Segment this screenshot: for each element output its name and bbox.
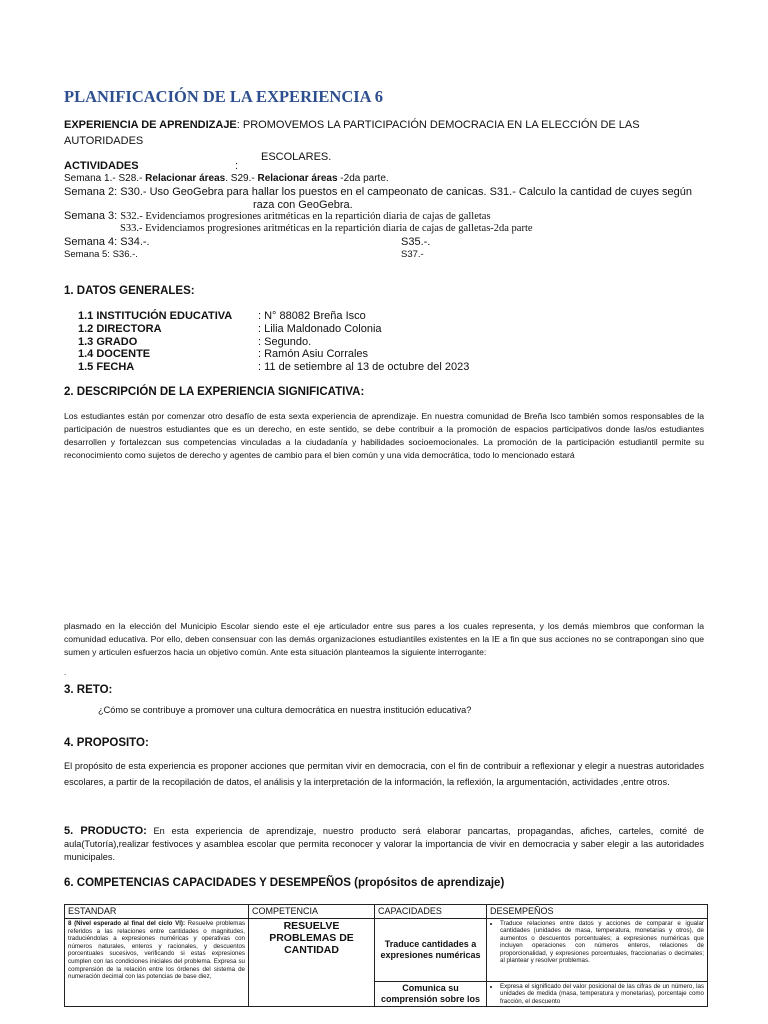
semana-5-s36: Semana 5: S36.-. <box>64 249 138 260</box>
competencias-heading: 6. COMPETENCIAS CAPACIDADES Y DESEMPEÑOS (propósitos de aprendizaje) <box>64 877 505 889</box>
semana-1-post: -2da parte. <box>337 173 389 184</box>
semana-1-bold-2: Relacionar áreas <box>257 173 338 184</box>
semana-4 <box>64 236 150 248</box>
descripcion-heading: 2. DESCRIPCIÓN DE LA EXPERIENCIA SIGNIFICATIVA: <box>64 386 365 398</box>
header-capacidades: CAPACIDADES <box>375 905 487 919</box>
header-estandar: ESTANDAR <box>65 905 249 919</box>
estandar-level: 8 (Nivel esperado al final del ciclo VI): <box>68 920 186 927</box>
producto-text: En esta experiencia de aprendizaje, nuestro producto será elaborar pancartas, propagandas, afiches, carteles, comité de aula(Tutoría),realizar festivoces y asamblea escolar que permita reconocer y valorar la importancia de vivir en democracia y saber elegir a las autoridades municipales. <box>64 826 705 862</box>
actividades-heading <box>64 160 239 172</box>
descripcion-paragraph-1: Los estudiantes están por comenzar otro desafío de esta sexta experiencia de aprendizaje. En nuestra comunidad de Breña Isco también somos responsables de la participación de nuestros estudiantes que es un derecho, en este sentido, se debe contribuir a la promoción de espacios participativos donde las/os estudiantes desarrollen y fortalezcan sus competencias vinculadas a la ciudadanía y habilidades socioemocionales. La promoción de la participación estudiantil permite su reconocimiento como sujetos de derecho y agentes de cambio para el bien común y una vida democrática, todo lo mencionado estará <box>64 411 704 460</box>
reto-question: ¿Cómo se contribuye a promover una cultura democrática en nuestra institución educativa? <box>98 705 472 715</box>
semana-3 <box>64 210 491 222</box>
estandar-cell <box>65 919 249 1007</box>
dato-label: 1.3 GRADO <box>78 336 138 348</box>
dato-docente <box>78 348 368 360</box>
competencias-table <box>64 904 708 1007</box>
semana-4-s35: S35.-. <box>401 236 431 248</box>
producto-heading: 5. PRODUCTO: <box>64 825 147 837</box>
experiencia-aprendizaje <box>64 117 714 165</box>
semana-2: Semana 2: S30.- Uso GeoGebra para hallar los puestos en el campeonato de canicas. S31.- Calculo la cantidad de cuyes según <box>64 186 692 198</box>
semana-2-cont: raza con GeoGebra. <box>253 199 353 211</box>
desempeno-item: • Traduce relaciones entre datos y acciones de comparar e igualar cantidades (unidades de masa, temperatura, monetarias y otros), de aumentos o descuentos porcentuales; a expresiones numéricas que incluyen operaciones con números enteros, relaciones de proporcionalidad, y expresiones porcentuales, fraccionarias o decimales; al plantear y resolver problemas. <box>500 920 704 964</box>
table-row <box>65 919 708 982</box>
semana-3-label: Semana 3: <box>64 210 121 222</box>
datos-generales-heading: 1. DATOS GENERALES: <box>64 285 195 297</box>
semana-1-bold-1: Relacionar áreas <box>145 173 226 184</box>
desempeno-1 <box>487 919 708 982</box>
capacidad-traduce: Traduce cantidades a expresiones numéricas <box>375 919 487 982</box>
semana-4-s34: Semana 4: S34.-. <box>64 236 150 248</box>
experiencia-text-cont: ESCOLARES. <box>261 151 332 163</box>
actividades-label: ACTIVIDADES <box>64 160 139 172</box>
stray-dot: . <box>64 668 67 677</box>
dato-value: : Ramón Asiu Corrales <box>258 348 369 360</box>
dato-value: : N° 88082 Breña Isco <box>258 310 366 322</box>
dato-label: 1.1 INSTITUCIÓN EDUCATIVA <box>78 310 233 322</box>
semana-3-s33: S33.- Evidenciamos progresiones aritméticas en la repartición diaria de cajas de galletas-2da parte <box>120 223 533 234</box>
experiencia-label: EXPERIENCIA DE APRENDIZAJE <box>64 119 237 131</box>
dato-directora <box>78 323 382 335</box>
page-title: PLANIFICACIÓN DE LA EXPERIENCIA 6 <box>64 87 384 106</box>
proposito-text: El propósito de esta experiencia es proponer acciones que permitan vivir en democracia, con el fin de contribuir a reflexionar y elegir a nuestras autoridades escolares, a partir de la recopilación de datos, el análisis y la interpretación de la información, la reflexión, la argumentación, actividades ,entre otros. <box>64 761 704 787</box>
desempeno-item: • Expresa el significado del valor posicional de las cifras de un número, las unidades de medida (masa, temperatura y monetarias), porcentaje como fracción, el descuento <box>500 983 704 1005</box>
experiencia-text: : PROMOVEMOS LA PARTICIPACIÓN DEMOCRACIA EN LA ELECCIÓN DE LAS AUTORIDADES <box>64 119 640 147</box>
desempeno-2 <box>487 982 708 1007</box>
semana-1-mid: . S29.- <box>225 173 258 184</box>
semana-5-s37: S37.- <box>401 249 424 260</box>
producto-block <box>64 825 704 864</box>
dato-value: : Lilia Maldonado Colonia <box>258 323 382 335</box>
descripcion-paragraph-2: plasmado en la elección del Municipio Escolar siendo este el eje articulador entre sus pares a los cuales representa, y los demás miembros que conforman la comunidad educativa. Por ello, deben consensuar con las demás organizaciones estudiantiles existentes en la IE a fin que sus acciones no se contrapongan sino que sumen y articulen esfuerzos hacia un objetivo común. Ante esta situación planteamos la siguiente interrogante: <box>64 621 704 657</box>
dato-fecha <box>78 361 469 373</box>
capacidad-comunica: Comunica su comprensión sobre los <box>375 982 487 1007</box>
semana-1 <box>64 173 389 184</box>
competencia-cell: RESUELVE PROBLEMAS DE CANTIDAD <box>249 919 375 1007</box>
semana-3-s32: S32.- Evidenciamos progresiones aritméticas en la repartición diaria de cajas de galletas <box>120 211 491 222</box>
table-header-row <box>65 905 708 919</box>
header-desempenos: DESEMPEÑOS <box>487 905 708 919</box>
dato-label: 1.4 DOCENTE <box>78 348 151 360</box>
dato-value: : Segundo. <box>258 336 312 348</box>
reto-heading: 3. RETO: <box>64 684 113 696</box>
proposito-heading: 4. PROPOSITO: <box>64 737 149 749</box>
dato-institucion <box>78 310 366 322</box>
dato-value: : 11 de setiembre al 13 de octubre del 2023 <box>258 361 470 373</box>
actividades-colon: : <box>235 160 239 172</box>
header-competencia: COMPETENCIA <box>249 905 375 919</box>
estandar-text: Resuelve problemas referidos a las relaciones entre cantidades o magnitudes, traduciéndolas a expresiones numéricas y operativas con números naturales, enteros y racionales, y descuentos porcentuales sucesivos, verificando si estas expresiones cumplen con las condiciones iniciales del problema. Expresa su comprensión de la relación entre los órdenes del sistema de numeración decimal con las potencias de base diez, <box>68 920 245 981</box>
dato-label: 1.2 DIRECTORA <box>78 323 162 335</box>
dato-label: 1.5 FECHA <box>78 361 135 373</box>
dato-grado <box>78 336 311 348</box>
semana-1-label: Semana 1.- S28.- <box>64 173 146 184</box>
